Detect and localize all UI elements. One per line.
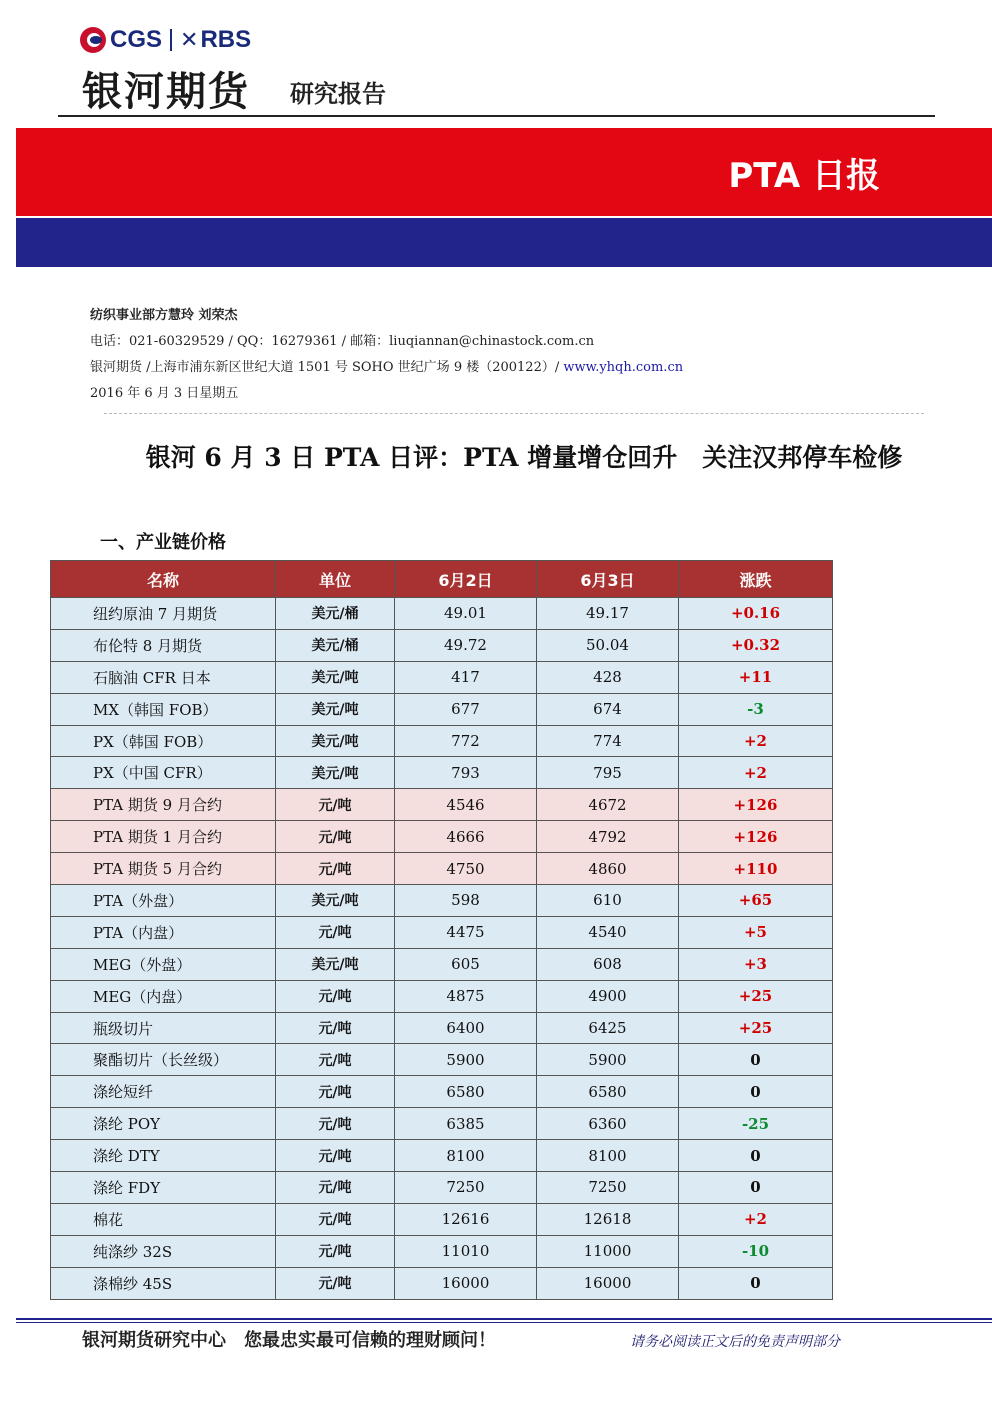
- report-date: 2016 年 6 月 3 日星期五: [90, 386, 239, 401]
- cell-change: +5: [679, 916, 833, 948]
- table-row: [51, 948, 833, 980]
- cell-jun3: 674: [537, 693, 679, 725]
- table-row: [51, 980, 833, 1012]
- cell-change: -10: [679, 1235, 833, 1267]
- header-name: 名称: [51, 561, 276, 598]
- cell-jun3: 4792: [537, 821, 679, 853]
- cell-name: 涤纶 POY: [51, 1108, 276, 1140]
- cell-jun3: 608: [537, 948, 679, 980]
- table-row: [51, 598, 833, 630]
- cell-change: +2: [679, 1203, 833, 1235]
- table-row: [51, 789, 833, 821]
- cell-unit: 元/吨: [276, 1267, 395, 1299]
- cell-change: +2: [679, 725, 833, 757]
- table-row: [51, 916, 833, 948]
- cell-jun2: 677: [395, 693, 537, 725]
- cell-jun2: 4875: [395, 980, 537, 1012]
- address-text: 银河期货 /上海市浦东新区世纪大道 1501 号 SOHO 世纪广场 9 楼（200122）/: [90, 360, 564, 375]
- cell-name: MX（韩国 FOB）: [51, 693, 276, 725]
- cell-jun3: 49.17: [537, 598, 679, 630]
- cell-unit: 元/吨: [276, 1140, 395, 1172]
- cell-jun3: 5900: [537, 1044, 679, 1076]
- cell-jun2: 417: [395, 661, 537, 693]
- cell-change: -25: [679, 1108, 833, 1140]
- cell-jun3: 610: [537, 885, 679, 917]
- cell-unit: 美元/吨: [276, 757, 395, 789]
- cell-unit: 元/吨: [276, 1203, 395, 1235]
- banner-blue: [16, 218, 992, 267]
- cell-unit: 元/吨: [276, 1012, 395, 1044]
- logo-divider: [170, 29, 172, 51]
- report-title: 银河 6 月 3 日 PTA 日评：PTA 增量增仓回升 关注汉邦停车检修: [145, 443, 903, 472]
- cell-name: 纯涤纱 32S: [51, 1235, 276, 1267]
- table-row: [51, 1140, 833, 1172]
- table-row: [51, 1172, 833, 1204]
- cell-unit: 美元/桶: [276, 629, 395, 661]
- cell-jun3: 6360: [537, 1108, 679, 1140]
- cell-unit: 美元/吨: [276, 885, 395, 917]
- cell-change: 0: [679, 1044, 833, 1076]
- cell-unit: 元/吨: [276, 1076, 395, 1108]
- cell-name: MEG（内盘）: [51, 980, 276, 1012]
- cell-name: PTA（外盘）: [51, 885, 276, 917]
- footer-divider-thin: [16, 1322, 992, 1323]
- footer-disclaimer: 请务必阅读正文后的免责声明部分: [630, 1334, 840, 1350]
- table-row: [51, 1235, 833, 1267]
- report-type: 研究报告: [290, 80, 386, 108]
- cell-jun2: 6385: [395, 1108, 537, 1140]
- cell-jun3: 4672: [537, 789, 679, 821]
- table-row: [51, 661, 833, 693]
- table-row: [51, 1012, 833, 1044]
- company-logo: [80, 26, 251, 54]
- section-title: 一、产业链价格: [100, 532, 226, 553]
- cell-change: +3: [679, 948, 833, 980]
- cell-name: PTA（内盘）: [51, 916, 276, 948]
- header-divider: [58, 115, 935, 117]
- cell-unit: 美元/吨: [276, 693, 395, 725]
- rbs-logo-text: RBS: [200, 26, 252, 53]
- cell-jun2: 4666: [395, 821, 537, 853]
- cell-name: 涤纶 FDY: [51, 1172, 276, 1204]
- header-date1: 6月2日: [395, 561, 537, 598]
- cell-jun3: 428: [537, 661, 679, 693]
- cell-jun3: 6580: [537, 1076, 679, 1108]
- cell-jun2: 6400: [395, 1012, 537, 1044]
- cell-unit: 元/吨: [276, 1172, 395, 1204]
- cell-change: +25: [679, 980, 833, 1012]
- cell-jun2: 598: [395, 885, 537, 917]
- cell-jun2: 8100: [395, 1140, 537, 1172]
- header-unit: 单位: [276, 561, 395, 598]
- cell-jun3: 11000: [537, 1235, 679, 1267]
- contact-info: 电话：021-60329529 / QQ：16279361 / 邮箱：liuqiannan@chinastock.com.cn: [90, 334, 595, 349]
- authors: 纺织事业部方慧玲 刘荣杰: [90, 308, 238, 323]
- price-table: [50, 560, 833, 1300]
- table-row: [51, 853, 833, 885]
- cell-unit: 元/吨: [276, 853, 395, 885]
- cell-change: -3: [679, 693, 833, 725]
- cell-jun2: 5900: [395, 1044, 537, 1076]
- cell-unit: 元/吨: [276, 789, 395, 821]
- cell-jun2: 793: [395, 757, 537, 789]
- cell-jun2: 4750: [395, 853, 537, 885]
- cell-name: 涤纶 DTY: [51, 1140, 276, 1172]
- footer-divider: [16, 1318, 992, 1320]
- cell-jun3: 4540: [537, 916, 679, 948]
- cell-name: PTA 期货 5 月合约: [51, 853, 276, 885]
- cell-jun3: 4900: [537, 980, 679, 1012]
- cell-jun3: 12618: [537, 1203, 679, 1235]
- cell-unit: 元/吨: [276, 1108, 395, 1140]
- table-row: [51, 821, 833, 853]
- cell-change: +11: [679, 661, 833, 693]
- cell-jun3: 8100: [537, 1140, 679, 1172]
- cell-name: 涤棉纱 45S: [51, 1267, 276, 1299]
- cell-unit: 元/吨: [276, 1235, 395, 1267]
- table-row: [51, 1044, 833, 1076]
- cell-unit: 元/吨: [276, 821, 395, 853]
- cell-name: PTA 期货 9 月合约: [51, 789, 276, 821]
- cell-name: 布伦特 8 月期货: [51, 629, 276, 661]
- cell-change: +2: [679, 757, 833, 789]
- cell-jun2: 12616: [395, 1203, 537, 1235]
- table-row: [51, 1076, 833, 1108]
- cell-jun2: 7250: [395, 1172, 537, 1204]
- table-row: [51, 757, 833, 789]
- cell-name: MEG（外盘）: [51, 948, 276, 980]
- cell-change: 0: [679, 1267, 833, 1299]
- cell-name: PX（韩国 FOB）: [51, 725, 276, 757]
- cell-jun2: 11010: [395, 1235, 537, 1267]
- cell-name: PTA 期货 1 月合约: [51, 821, 276, 853]
- cell-jun3: 774: [537, 725, 679, 757]
- footer-slogan: 银河期货研究中心 您最忠实最可信赖的理财顾问！: [82, 1330, 496, 1351]
- dashed-divider: [104, 413, 924, 414]
- table-row: [51, 1203, 833, 1235]
- cell-unit: 美元/吨: [276, 725, 395, 757]
- cell-name: 涤纶短纤: [51, 1076, 276, 1108]
- cgs-logo-text: CGS: [110, 26, 163, 53]
- cell-jun3: 50.04: [537, 629, 679, 661]
- cell-jun3: 4860: [537, 853, 679, 885]
- header-change: 涨跌: [679, 561, 833, 598]
- cell-jun2: 605: [395, 948, 537, 980]
- cell-change: 0: [679, 1172, 833, 1204]
- cell-jun2: 772: [395, 725, 537, 757]
- table-row: [51, 629, 833, 661]
- header-date2: 6月3日: [537, 561, 679, 598]
- cell-change: 0: [679, 1140, 833, 1172]
- table-row: [51, 693, 833, 725]
- cell-change: +126: [679, 789, 833, 821]
- table-row: [51, 885, 833, 917]
- website-link[interactable]: www.yhqh.com.cn: [563, 360, 684, 375]
- cell-jun2: 49.01: [395, 598, 537, 630]
- table-row: [51, 1108, 833, 1140]
- cell-name: PX（中国 CFR）: [51, 757, 276, 789]
- cell-unit: 美元/吨: [276, 948, 395, 980]
- cell-change: +25: [679, 1012, 833, 1044]
- cell-change: +65: [679, 885, 833, 917]
- cell-name: 瓶级切片: [51, 1012, 276, 1044]
- cell-name: 聚酯切片（长丝级）: [51, 1044, 276, 1076]
- banner-title: PTA 日报: [728, 156, 880, 196]
- cell-jun2: 4546: [395, 789, 537, 821]
- cell-unit: 元/吨: [276, 980, 395, 1012]
- cell-unit: 美元/桶: [276, 598, 395, 630]
- cell-name: 纽约原油 7 月期货: [51, 598, 276, 630]
- cell-jun3: 795: [537, 757, 679, 789]
- cell-name: 石脑油 CFR 日本: [51, 661, 276, 693]
- rbs-logo-icon: ✕: [180, 27, 199, 53]
- cell-jun3: 16000: [537, 1267, 679, 1299]
- cell-jun2: 6580: [395, 1076, 537, 1108]
- cell-change: +110: [679, 853, 833, 885]
- cell-change: 0: [679, 1076, 833, 1108]
- cell-unit: 元/吨: [276, 1044, 395, 1076]
- brand-name: 银河期货: [82, 69, 250, 115]
- cell-jun2: 49.72: [395, 629, 537, 661]
- table-row: [51, 725, 833, 757]
- cell-jun3: 7250: [537, 1172, 679, 1204]
- cell-jun2: 4475: [395, 916, 537, 948]
- cell-jun2: 16000: [395, 1267, 537, 1299]
- table-header-row: [51, 561, 833, 598]
- cell-change: +126: [679, 821, 833, 853]
- address-line: [90, 356, 683, 375]
- table-row: [51, 1267, 833, 1299]
- cell-change: +0.16: [679, 598, 833, 630]
- cgs-logo-icon: [80, 27, 106, 53]
- cell-change: +0.32: [679, 629, 833, 661]
- cell-unit: 元/吨: [276, 916, 395, 948]
- cell-jun3: 6425: [537, 1012, 679, 1044]
- cell-name: 棉花: [51, 1203, 276, 1235]
- cell-unit: 美元/吨: [276, 661, 395, 693]
